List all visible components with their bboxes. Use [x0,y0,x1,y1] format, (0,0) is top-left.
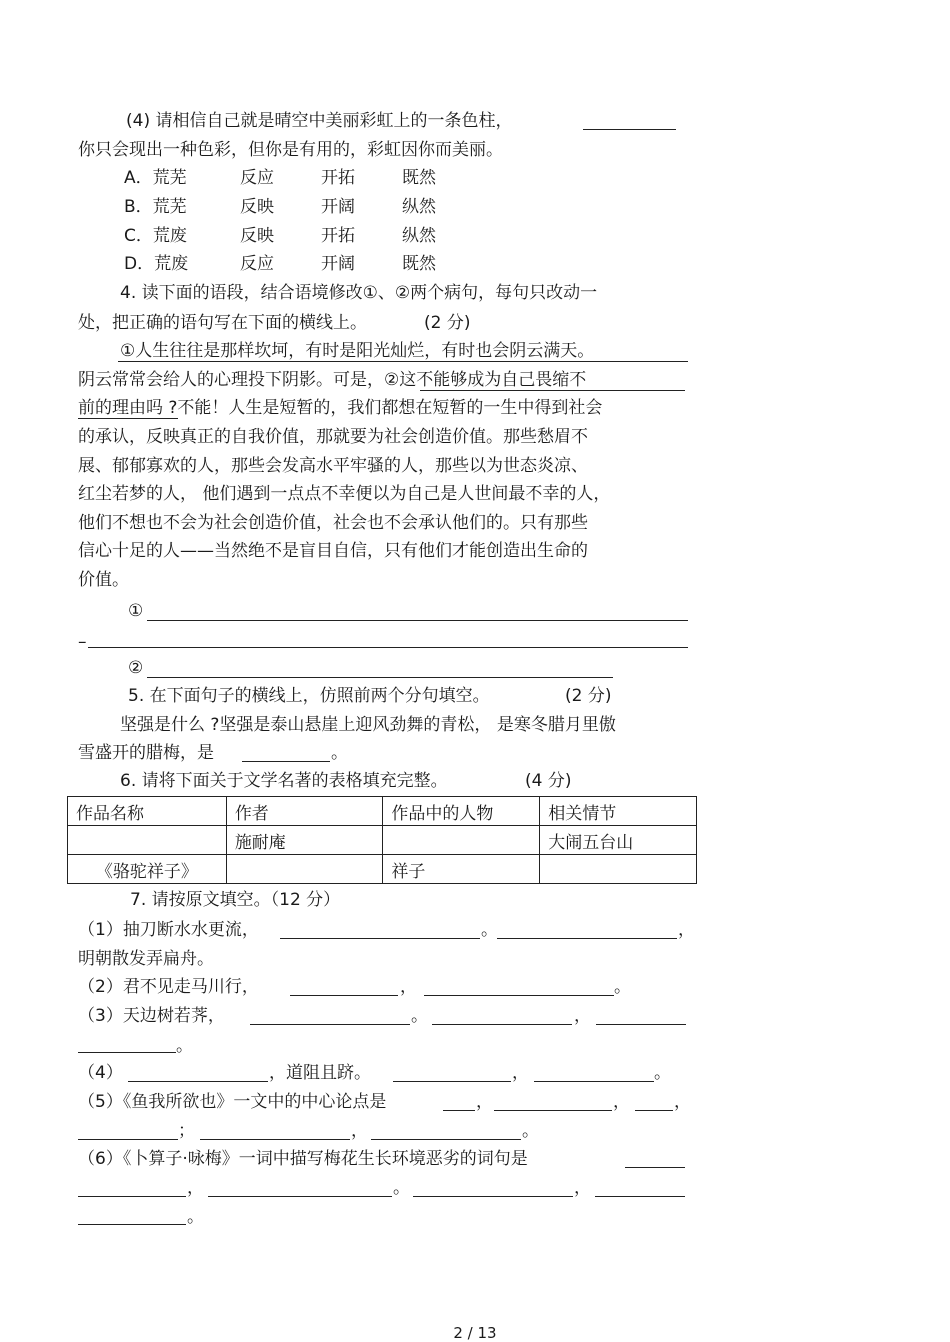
table-cell[interactable] [226,855,383,884]
passage-line: ①人生往往是那样坎坷，有时是阳光灿烂，有时也会阴云满天。 [120,341,595,361]
passage-line: 红尘若梦的人， 他们遇到一点点不幸便以为自己是人世间最不幸的人， [78,484,611,504]
passage-line: 前的理由吗 ?不能！人生是短暂的，我们都想在短暂的一生中得到社会 [78,398,603,418]
page-number: 2 / 13 [453,1324,497,1342]
q7-item5-text: （5）《鱼我所欲也》一文中的中心论点是 [78,1092,387,1112]
option-b-label: B．荒芜 [124,197,187,217]
q3-item4-blank[interactable] [583,129,676,130]
q7-item5-sep5: ， [351,1121,368,1141]
q5-blank[interactable] [242,761,330,762]
option-a-w3: 开拓 [321,168,355,188]
q3-item4-text: (4) 请相信自己就是晴空中美丽彩虹上的一条色柱， [126,111,513,131]
q7-item3-sep2: ， [574,1006,591,1026]
passage-line: 展、郁郁寡欢的人，那些会发高水平牢骚的人，那些以为世态炎凉、 [78,456,588,476]
q7-item3-blank1[interactable] [250,1024,410,1025]
option-d-w3: 开阔 [321,254,355,274]
q7-item6-sep1: ， [187,1178,204,1198]
q5-stem: 5. 在下面句子的横线上，仿照前两个分句填空。 [128,686,490,706]
option-d-label: D．荒废 [124,254,189,274]
q7-item6-blank1-cont[interactable] [78,1196,186,1197]
q4-stem-line2: 处，把正确的语句写在下面的横线上。 [78,313,367,333]
q5-line2b: 。 [331,743,348,763]
q7-item6-blank4-cont[interactable] [78,1224,186,1225]
q7-stem: 7. 请按原文填空。（12 分） [130,890,341,910]
q7-item5-blank3[interactable] [635,1110,673,1111]
q7-item6-blank4[interactable] [595,1196,685,1197]
q6-stem: 6. 请将下面关于文学名著的表格填充完整。 [120,771,448,791]
table-cell: 施耐庵 [226,826,383,855]
q7-item1-blank2[interactable] [497,938,677,939]
q7-item6-end: 。 [187,1207,204,1227]
q4-score: (2 分) [424,313,471,333]
table-header: 作者 [226,797,383,826]
q7-item5-blank2[interactable] [494,1110,612,1111]
option-a-w4: 既然 [402,168,436,188]
q7-item1-cont: 明朝散发弄扁舟。 [78,949,214,969]
option-b-w4: 纵然 [402,197,436,217]
passage-line: 的承认，反映真正的自我价值，那就要为社会创造价值。那些愁眉不 [78,427,588,447]
option-c-w4: 纵然 [402,226,436,246]
q5-score: (2 分) [565,686,612,706]
q7-item6-text: （6）《卜算子·咏梅》一词中描写梅花生长环境恶劣的词句是 [78,1149,528,1169]
table-cell: 祥子 [383,855,540,884]
q7-item1-sep1: 。 [481,920,498,940]
sentence2-underline [420,390,685,391]
q7-item3-blank3-cont[interactable] [78,1052,176,1053]
q7-item2-sep1: ， [400,977,417,997]
table-row [68,855,697,884]
works-table [67,796,697,884]
passage-line: 价值。 [78,570,129,590]
q7-item3-text: （3）天边树若荠， [78,1006,225,1026]
q7-item5-blank5[interactable] [200,1139,350,1140]
sentence2-underline-cont [78,418,178,419]
option-c-w2: 反映 [240,226,274,246]
q7-item4-blank2[interactable] [393,1081,511,1082]
q4-answer2-blank[interactable] [147,677,613,678]
option-a-w2: 反应 [240,168,274,188]
table-cell[interactable] [68,826,227,855]
q7-item4-mid: ，道阻且跻。 [269,1063,371,1083]
q4-answer1-cont-label: – [78,632,87,652]
q7-item1-blank1[interactable] [280,938,480,939]
q7-item5-blank1[interactable] [443,1110,475,1111]
q7-item1-sep2: ， [678,920,695,940]
q7-item6-blank2[interactable] [208,1196,392,1197]
q7-item6-blank3[interactable] [413,1196,573,1197]
q7-item3-end: 。 [176,1036,193,1056]
q7-item4-blank1[interactable] [128,1081,268,1082]
passage-line: 阴云常常会给人的心理投下阴影。可是，②这不能够成为自己畏缩不 [78,370,587,390]
option-d-w2: 反应 [240,254,274,274]
q4-answer1-label: ① [128,601,144,621]
table-cell[interactable] [540,855,697,884]
q7-item3-sep1: 。 [411,1006,428,1026]
option-b-w2: 反映 [240,197,274,217]
q4-answer1-blank-cont[interactable] [88,647,688,648]
sentence1-underline [118,361,688,362]
q4-stem-line1: 4. 读下面的语段，结合语境修改①、②两个病句，每句只改动一 [120,283,598,303]
passage-line: 他们不想也不会为社会创造价值，社会也不会承认他们的。只有那些 [78,513,588,533]
q7-item6-sep3: ， [574,1178,591,1198]
table-header: 相关情节 [540,797,697,826]
table-cell[interactable] [383,826,540,855]
q7-item6-blank1[interactable] [625,1167,685,1168]
option-c-label: C．荒废 [124,226,187,246]
q4-answer1-blank[interactable] [147,620,688,621]
q7-item2-sep2: 。 [614,977,631,997]
q7-item2-blank1[interactable] [290,995,398,996]
option-b-w3: 开阔 [321,197,355,217]
table-header: 作品中的人物 [383,797,540,826]
q7-item5-sep4: ； [178,1121,195,1141]
q7-item4-end: 。 [654,1063,671,1083]
q7-item5-sep3: ， [674,1092,691,1112]
table-cell: 《骆驼祥子》 [68,855,227,884]
table-header-row [68,797,697,826]
q7-item5-blank6[interactable] [371,1139,521,1140]
q7-item2-text: （2）君不见走马川行， [78,977,259,997]
q7-item1-text: （1）抽刀断水水更流， [78,920,259,940]
table-header: 作品名称 [68,797,227,826]
q7-item6-sep2: 。 [393,1178,410,1198]
q3-item4-cont: 你只会现出一种色彩，但你是有用的，彩虹因你而美丽。 [78,140,503,160]
table-cell: 大闹五台山 [540,826,697,855]
passage-line: 信心十足的人——当然绝不是盲目自信，只有他们才能创造出生命的 [78,541,588,561]
option-d-w4: 既然 [402,254,436,274]
option-a-label: A．荒芜 [124,168,187,188]
option-c-w3: 开拓 [321,226,355,246]
q7-item5-sep2: ， [613,1092,630,1112]
q6-score: (4 分) [525,771,572,791]
table-row [68,826,697,855]
q7-item4-sep: ， [512,1063,529,1083]
q7-item5-sep1: ， [476,1092,493,1112]
q7-item2-blank2[interactable] [424,995,614,996]
q4-answer2-label: ② [128,658,144,678]
q7-item4-text: （4） [78,1063,123,1083]
q5-line1: 坚强是什么 ?坚强是泰山悬崖上迎风劲舞的青松， 是寒冬腊月里傲 [120,715,616,735]
q7-item5-end: 。 [522,1121,539,1141]
q5-line2a: 雪盛开的腊梅，是 [78,743,214,763]
q7-item5-blank4[interactable] [78,1139,178,1140]
q7-item3-blank3[interactable] [596,1024,686,1025]
q7-item3-blank2[interactable] [432,1024,572,1025]
q7-item4-blank3[interactable] [534,1081,654,1082]
